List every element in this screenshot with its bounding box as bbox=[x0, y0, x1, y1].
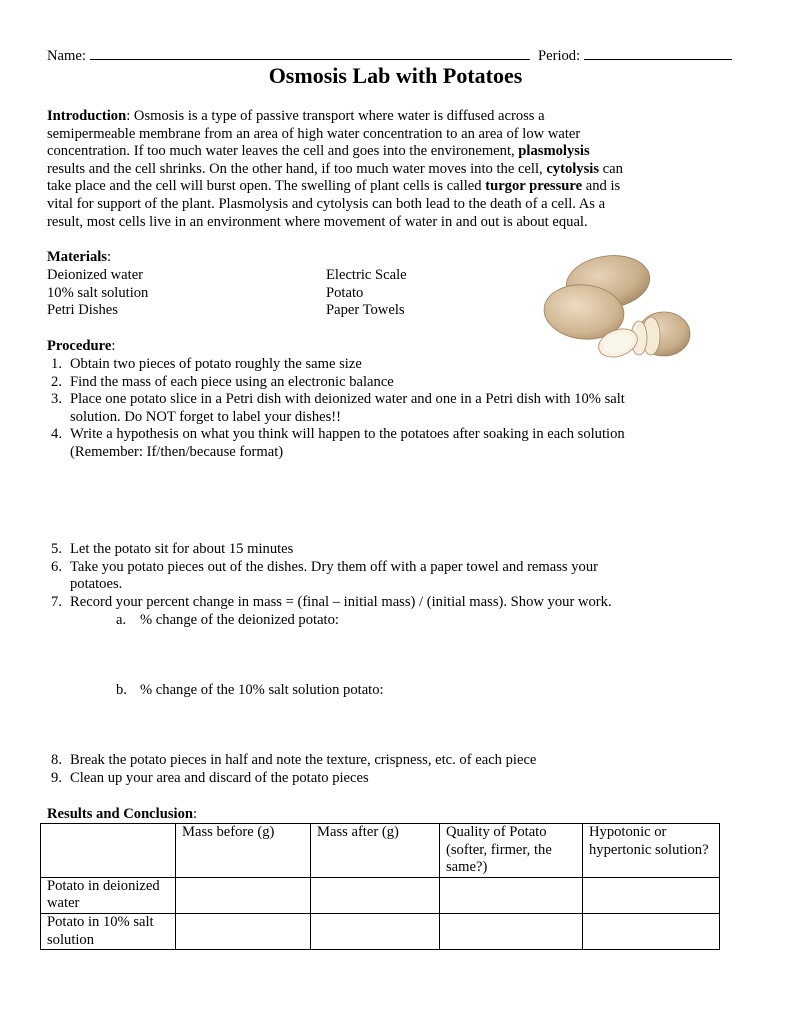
step-number: 9. bbox=[51, 769, 62, 786]
intro-text: concentration. If too much water leaves the cell and goes into the environement, bbox=[47, 143, 519, 160]
table-row bbox=[41, 913, 720, 949]
procedure-step bbox=[40, 409, 625, 427]
results-header-cell bbox=[41, 824, 176, 878]
step-text: (Remember: If/then/because format) bbox=[70, 443, 284, 460]
procedure-steps-5-7 bbox=[40, 541, 612, 611]
intro-heading: Introduction bbox=[47, 108, 127, 124]
intro-line bbox=[47, 143, 747, 161]
step-text: Write a hypothesis on what you think will happen to the potatoes after soaking in each solution bbox=[70, 426, 625, 443]
results-table bbox=[40, 823, 720, 950]
step-number: 8. bbox=[51, 752, 62, 768]
intro-text: and is bbox=[582, 178, 621, 195]
step-7a: a. % change of the deionized potato: bbox=[116, 612, 339, 628]
materials-col2 bbox=[326, 267, 407, 320]
results-heading: Results and Conclusion: bbox=[47, 806, 198, 822]
results-header-cell: Mass before (g) bbox=[176, 824, 311, 878]
material-item: Petri Dishes bbox=[47, 302, 118, 319]
procedure-steps-8-9 bbox=[40, 752, 536, 787]
material-item: Electric Scale bbox=[326, 267, 407, 283]
material-item: Potato bbox=[326, 284, 364, 301]
period-label: Period: bbox=[538, 48, 581, 64]
step-7b: b. % change of the 10% salt solution potato: bbox=[116, 682, 384, 698]
step-text: potatoes. bbox=[70, 576, 123, 593]
step-text: Place one potato slice in a Petri dish with deionized water and one in a Petri dish with 10% salt bbox=[70, 391, 625, 408]
procedure-step bbox=[40, 426, 625, 444]
step-number: 4. bbox=[51, 426, 62, 443]
procedure-step bbox=[40, 770, 536, 788]
intro-text: semipermeable membrane from an area of high water concentration to an area of low water bbox=[47, 125, 581, 142]
intro-text: : Osmosis is a type of passive transport where water is diffused across a bbox=[126, 108, 545, 124]
answer-cell[interactable] bbox=[583, 913, 720, 949]
period-blank[interactable] bbox=[584, 47, 732, 60]
intro-term: turgor pressure bbox=[485, 178, 583, 195]
procedure-step bbox=[40, 541, 612, 559]
potatoes-icon bbox=[538, 250, 698, 365]
answer-cell[interactable] bbox=[583, 877, 720, 913]
name-label: Name: bbox=[47, 48, 86, 64]
results-header-cell: Hypotonic or hypertonic solution? bbox=[583, 824, 720, 878]
procedure-step bbox=[40, 356, 625, 374]
intro-line bbox=[47, 196, 747, 214]
intro-text: results and the cell shrinks. On the other hand, if too much water moves into the cell, bbox=[47, 160, 547, 177]
name-blank[interactable] bbox=[90, 47, 530, 60]
step-text: Break the potato pieces in half and note the texture, crispness, etc. of each piece bbox=[70, 752, 537, 768]
materials-col1 bbox=[47, 267, 148, 320]
answer-cell[interactable] bbox=[311, 877, 440, 913]
row-label-cell: Potato in deionized water bbox=[41, 877, 176, 913]
answer-cell[interactable] bbox=[440, 877, 583, 913]
intro-text: vital for support of the plant. Plasmolysis and cytolysis can both lead to the death of a cell. As a bbox=[47, 195, 606, 212]
step-number: 2. bbox=[51, 373, 62, 390]
answer-cell[interactable] bbox=[176, 913, 311, 949]
procedure-step bbox=[40, 444, 625, 462]
step-text: Clean up your area and discard of the potato pieces bbox=[70, 769, 369, 786]
procedure-step bbox=[40, 559, 612, 577]
material-item: 10% salt solution bbox=[47, 284, 149, 301]
step-number: 1. bbox=[51, 356, 62, 372]
procedure-heading: Procedure: bbox=[47, 338, 116, 354]
step-text: Let the potato sit for about 15 minutes bbox=[70, 541, 294, 557]
step-text: Take you potato pieces out of the dishes. Dry them off with a paper towel and remass your bbox=[70, 558, 598, 575]
step-number: 5. bbox=[51, 541, 62, 557]
material-item: Deionized water bbox=[47, 267, 144, 283]
intro-line bbox=[47, 161, 747, 179]
intro-line bbox=[47, 108, 747, 126]
intro-line bbox=[47, 126, 747, 144]
row-label-cell: Potato in 10% salt solution bbox=[41, 913, 176, 949]
page-title: Osmosis Lab with Potatoes bbox=[268, 63, 523, 88]
procedure-step bbox=[40, 752, 536, 770]
intro-term: plasmolysis bbox=[518, 143, 590, 160]
results-header-cell: Mass after (g) bbox=[311, 824, 440, 878]
intro-text: take place and the cell will burst open. The swelling of plant cells is called bbox=[47, 178, 486, 195]
intro-line bbox=[47, 178, 747, 196]
intro-line bbox=[47, 214, 747, 232]
results-header-cell: Quality of Potato (softer, firmer, the same?) bbox=[440, 824, 583, 878]
step-number: 6. bbox=[51, 558, 62, 575]
procedure-step bbox=[40, 576, 612, 594]
step-text: Obtain two pieces of potato roughly the same size bbox=[70, 356, 362, 372]
materials-heading: Materials: bbox=[47, 249, 112, 265]
step-number: 3. bbox=[51, 391, 62, 408]
answer-cell[interactable] bbox=[440, 913, 583, 949]
answer-cell[interactable] bbox=[311, 913, 440, 949]
intro-text: result, most cells live in an environment where movement of water in and out is about equal. bbox=[47, 213, 588, 230]
intro-term: cytolysis bbox=[546, 160, 600, 177]
procedure-step bbox=[40, 594, 612, 612]
material-item: Paper Towels bbox=[326, 302, 405, 319]
procedure-steps-1-4 bbox=[40, 356, 625, 462]
step-text: Find the mass of each piece using an electronic balance bbox=[70, 373, 394, 390]
intro-text: can bbox=[599, 160, 623, 177]
results-header-row bbox=[41, 824, 720, 878]
table-row bbox=[41, 877, 720, 913]
procedure-step bbox=[40, 374, 625, 392]
step-number: 7. bbox=[51, 593, 62, 610]
procedure-step bbox=[40, 391, 625, 409]
answer-cell[interactable] bbox=[176, 877, 311, 913]
step-text: Record your percent change in mass = (final – initial mass) / (initial mass). Show your work. bbox=[70, 593, 612, 610]
step-text: solution. Do NOT forget to label your dishes!! bbox=[70, 408, 342, 425]
introduction-section bbox=[47, 108, 747, 231]
